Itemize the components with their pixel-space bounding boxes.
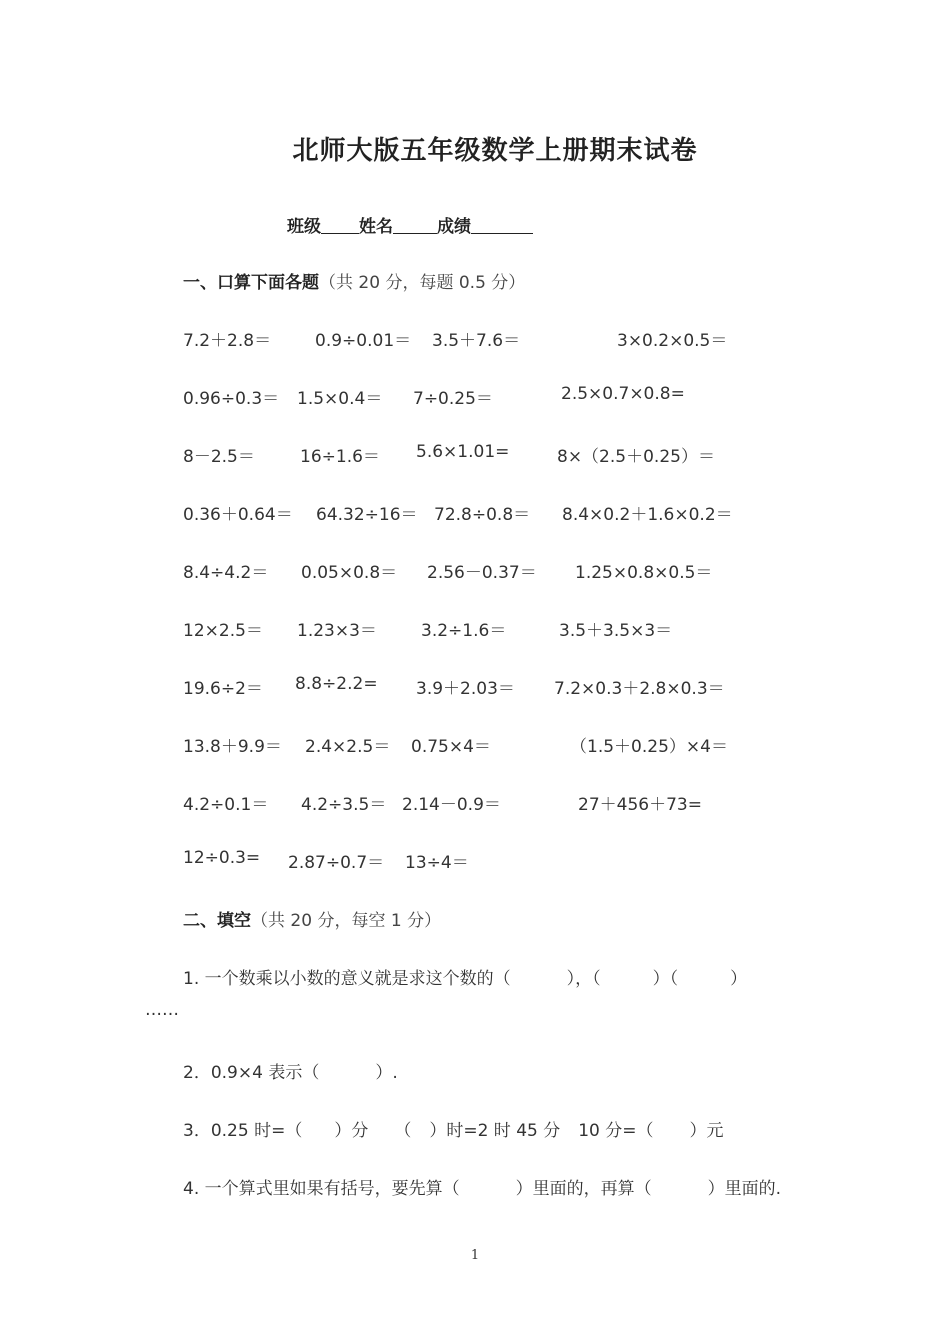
name-blank[interactable]	[393, 217, 437, 234]
oral-expression: 2.4×2.5＝	[305, 737, 391, 757]
oral-expression: 12×2.5＝	[183, 621, 263, 641]
oral-expression: 13÷4＝	[405, 853, 469, 873]
oral-row	[0, 674, 950, 698]
oral-expression: 8.4×0.2＋1.6×0.2＝	[562, 505, 733, 525]
question-2: 2．0.9×4 表示（ ）.	[183, 1063, 398, 1083]
oral-row	[0, 558, 950, 582]
oral-expression: 8.4÷4.2＝	[183, 563, 269, 583]
oral-row	[0, 500, 950, 524]
page-title: 北师大版五年级数学上册期末试卷	[292, 136, 698, 166]
oral-row	[0, 616, 950, 640]
oral-expression: 3×0.2×0.5＝	[617, 331, 728, 351]
oral-expression: 72.8÷0.8＝	[434, 505, 531, 525]
oral-expression: 3.9＋2.03＝	[416, 679, 515, 699]
oral-expression: 2.14－0.9＝	[402, 795, 501, 815]
page-number: 1	[470, 1248, 480, 1263]
class-blank[interactable]	[321, 217, 359, 234]
oral-row	[0, 732, 950, 756]
oral-expression: 13.8＋9.9＝	[183, 737, 282, 757]
oral-expression: 19.6÷2＝	[183, 679, 263, 699]
oral-expression: 2.87÷0.7＝	[288, 853, 385, 873]
oral-expression: 3.5＋3.5×3＝	[559, 621, 673, 641]
oral-expression: 4.2÷3.5＝	[301, 795, 387, 815]
section-2-heading: 二、填空（共 20 分，每空 1 分）	[183, 911, 442, 931]
oral-expression: 5.6×1.01=	[416, 442, 510, 462]
oral-expression: 8－2.5＝	[183, 447, 255, 467]
score-label: 成绩	[437, 217, 471, 237]
oral-expression: 0.05×0.8＝	[301, 563, 398, 583]
oral-expression: 3.2÷1.6＝	[421, 621, 507, 641]
oral-expression: 2.5×0.7×0.8=	[561, 384, 685, 404]
oral-row	[0, 384, 950, 408]
question-3: 3．0.25 时=（ ）分 （ ）时=2 时 45 分 10 分=（ ）元	[183, 1121, 724, 1141]
oral-expression: 64.32÷16＝	[316, 505, 418, 525]
oral-expression: 12÷0.3=	[183, 848, 261, 868]
oral-expression: 1.23×3＝	[297, 621, 377, 641]
oral-expression: 2.56－0.37＝	[427, 563, 537, 583]
oral-expression: 3.5＋7.6＝	[432, 331, 521, 351]
oral-expression: 1.25×0.8×0.5＝	[575, 563, 713, 583]
oral-expression: 4.2÷0.1＝	[183, 795, 269, 815]
oral-expression: 27＋456＋73=	[578, 795, 702, 815]
oral-row	[0, 442, 950, 466]
oral-expression: 0.9÷0.01＝	[315, 331, 412, 351]
oral-expression: 16÷1.6＝	[300, 447, 380, 467]
oral-row	[0, 790, 950, 814]
oral-expression: 0.96÷0.3＝	[183, 389, 280, 409]
oral-expression: （1.5＋0.25）×4＝	[570, 737, 728, 757]
oral-row	[0, 848, 950, 872]
student-info-line	[287, 212, 533, 237]
oral-expression: 7.2＋2.8＝	[183, 331, 272, 351]
oral-expression: 8×（2.5＋0.25）＝	[557, 447, 715, 467]
oral-expression: 0.36＋0.64＝	[183, 505, 293, 525]
class-label: 班级	[287, 217, 321, 237]
question-4: 4. 一个算式里如果有括号，要先算（ ）里面的，再算（ ）里面的.	[183, 1179, 782, 1199]
oral-expression: 1.5×0.4＝	[297, 389, 383, 409]
section-1-heading: 一、口算下面各题（共 20 分，每题 0.5 分）	[183, 273, 526, 293]
score-blank[interactable]	[471, 217, 533, 234]
oral-expression: 7.2×0.3＋2.8×0.3＝	[554, 679, 725, 699]
oral-expression: 8.8÷2.2=	[295, 674, 378, 694]
name-label: 姓名	[359, 217, 393, 237]
oral-expression: 7÷0.25＝	[413, 389, 493, 409]
oral-expression: 0.75×4＝	[411, 737, 491, 757]
question-1: 1. 一个数乘以小数的意义就是求这个数的（ ），（ ）（ ）	[183, 969, 748, 989]
question-1-continuation: ……	[145, 1000, 179, 1020]
oral-row	[0, 326, 950, 350]
